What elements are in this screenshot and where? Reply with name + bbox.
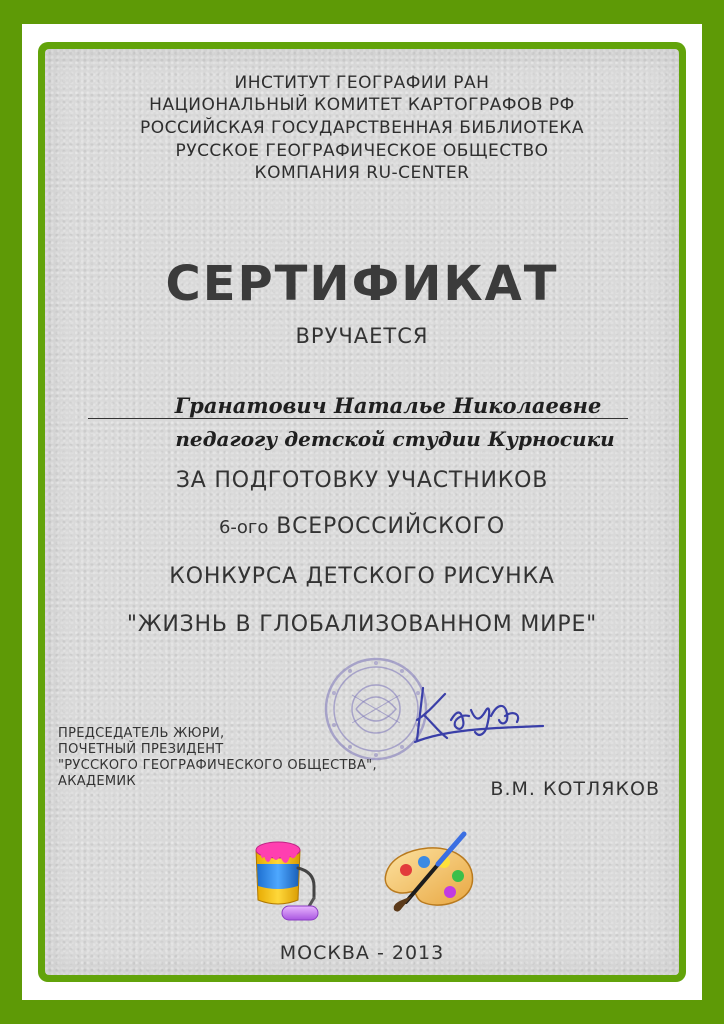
edition-number: 6-ого — [218, 517, 269, 538]
palette-icon — [378, 830, 478, 918]
certificate-subtitle: ВРУЧАЕТСЯ — [295, 324, 429, 348]
organization-line: РУССКОЕ ГЕОГРАФИЧЕСКОЕ ОБЩЕСТВО — [175, 141, 549, 161]
paint-bucket-icon — [248, 828, 348, 928]
jury-line: ПОЧЕТНЫЙ ПРЕЗИДЕНТ — [58, 742, 224, 757]
signer-name: В.М. КОТЛЯКОВ — [490, 778, 660, 800]
certificate-title: СЕРТИФИКАТ — [165, 256, 559, 312]
jury-line: "РУССКОГО ГЕОГРАФИЧЕСКОГО ОБЩЕСТВА", — [58, 758, 377, 773]
jury-block — [58, 726, 418, 790]
recipient-position: педагогу детской студии Курносики — [175, 427, 615, 451]
reason-line: КОНКУРСА ДЕТСКОГО РИСУНКА — [169, 564, 555, 589]
recipient-name: Гранатович Наталье Николаевне — [174, 393, 602, 418]
reason-line: ЗА ПОДГОТОВКУ УЧАСТНИКОВ — [175, 468, 549, 493]
jury-line: АКАДЕМИК — [58, 774, 136, 789]
organization-line: КОМПАНИЯ RU-CENTER — [254, 163, 470, 183]
organization-line: РОССИЙСКАЯ ГОСУДАРСТВЕННАЯ БИБЛИОТЕКА — [139, 118, 585, 138]
reason-line-text: ВСЕРОССИЙСКОГО — [276, 514, 506, 539]
jury-line: ПРЕДСЕДАТЕЛЬ ЖЮРИ, — [58, 726, 225, 741]
reason-line — [0, 512, 724, 543]
organization-line: НАЦИОНАЛЬНЫЙ КОМИТЕТ КАРТОГРАФОВ РФ — [149, 95, 575, 115]
organization-line: ИНСТИТУТ ГЕОГРАФИИ РАН — [234, 73, 490, 93]
contest-name: "ЖИЗНЬ В ГЛОБАЛИЗОВАННОМ МИРЕ" — [126, 612, 598, 637]
city-year: МОСКВА - 2013 — [279, 942, 445, 964]
